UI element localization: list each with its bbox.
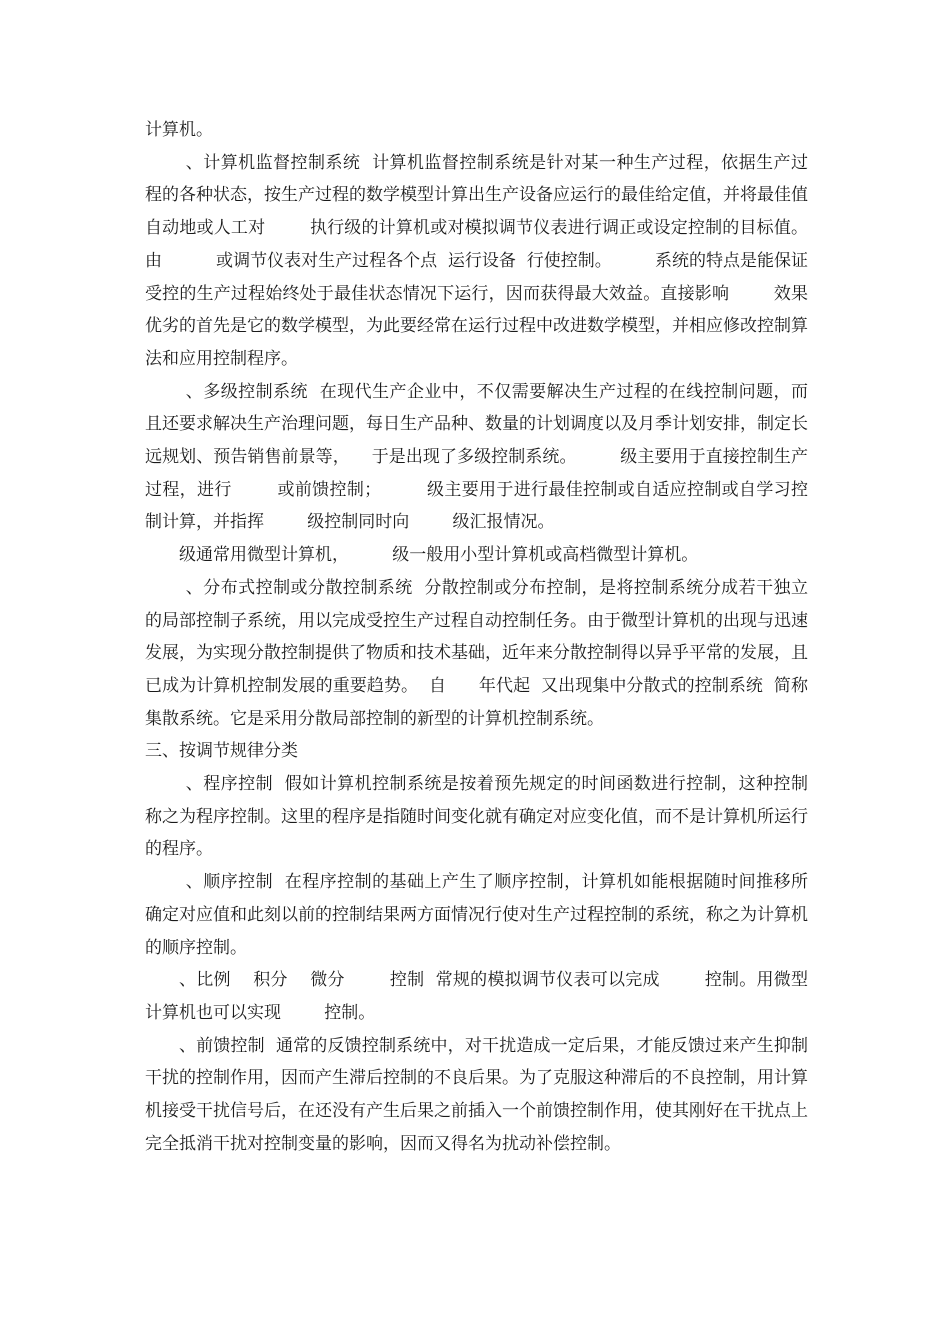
paragraph-pid-control: 、比例 积分 微分 控制 常规的模拟调节仪表可以完成 控制。用微型计算机也可以实现 控制。 bbox=[145, 970, 808, 1023]
paragraph-feedforward-control: 、前馈控制 通常的反馈控制系统中，对干扰造成一定后果，才能反馈过来产生抑制干扰的控制作用，因而产生滞后控制的不良后果。为了克服这种滞后的不良控制，用计算机接受干扰信号后，在还没有产生后果之前插入一个前馈控制作用，使其刚好在干扰点上完全抵消干扰对控制变量的影响，因而又得名为扰动补偿控制。 bbox=[145, 1035, 808, 1154]
paragraph-continuation: 计算机。 bbox=[145, 120, 213, 140]
paragraph-distributed-control: 、分布式控制或分散控制系统 分散控制或分布控制，是将控制系统分成若干独立的局部控制子系统，用以完成受控生产过程自动控制任务。由于微型计算机的出现与迅速发展，为实现分散控制提供了物质和技术基础，近年来分散控制得以异乎平常的发展，且已成为计算机控制发展的重要趋势。 自 年代起 又出现集中分散式的控制系统 简称集散系统。它是采用分散局部控制的新型的计算机控制系统。 bbox=[145, 577, 808, 729]
paragraph-supervisory-control: 、计算机监督控制系统 计算机监督控制系统是针对某一种生产过程，依据生产过程的各种状态，按生产过程的数学模型计算出生产设备应运行的最佳给定值，并将最佳值自动地或人工对 执行级的计算机或对模拟调节仪表进行调正或设定控制的目标值。由 或调节仪表对生产过程各个点 运行设备 行使控制。 系统的特点是能保证受控的生产过程始终处于最佳状态情况下运行，因而获得最大效益。直接影响 效果优劣的首先是它的数学模型，为此要经常在运行过程中改进数学模型，并相应修改控制算法和应用控制程序。 bbox=[145, 152, 808, 369]
paragraph-program-control: 、程序控制 假如计算机控制系统是按着预先规定的时间函数进行控制，这种控制称之为程序控制。这里的程序是指随时间变化就有确定对应变化值，而不是计算机所运行的程序。 bbox=[145, 774, 808, 860]
section-heading-regulation-law: 三、按调节规律分类 bbox=[145, 741, 298, 762]
document-body bbox=[145, 114, 808, 1161]
paragraph-multilevel-control: 、多级控制系统 在现代生产企业中，不仅需要解决生产过程的在线控制问题，而且还要求解决生产治理问题，每日生产品种、数量的计划调度以及月季计划安排，制定长远规划、预告销售前景等， 于是出现了多级控制系统。 级主要用于直接控制生产过程，进行 或前馈控制； 级主要用于进行最佳控制或自适应控制或自学习控制计算，并指挥 级控制同时向 级汇报情况。 bbox=[145, 381, 808, 533]
paragraph-multilevel-computers: 级通常用微型计算机， 级一般用小型计算机或高档微型计算机。 bbox=[179, 545, 699, 566]
paragraph-sequential-control: 、顺序控制 在程序控制的基础上产生了顺序控制，计算机如能根据随时间推移所确定对应值和此刻以前的控制结果两方面情况行使对生产过程控制的系统，称之为计算机的顺序控制。 bbox=[145, 872, 808, 958]
